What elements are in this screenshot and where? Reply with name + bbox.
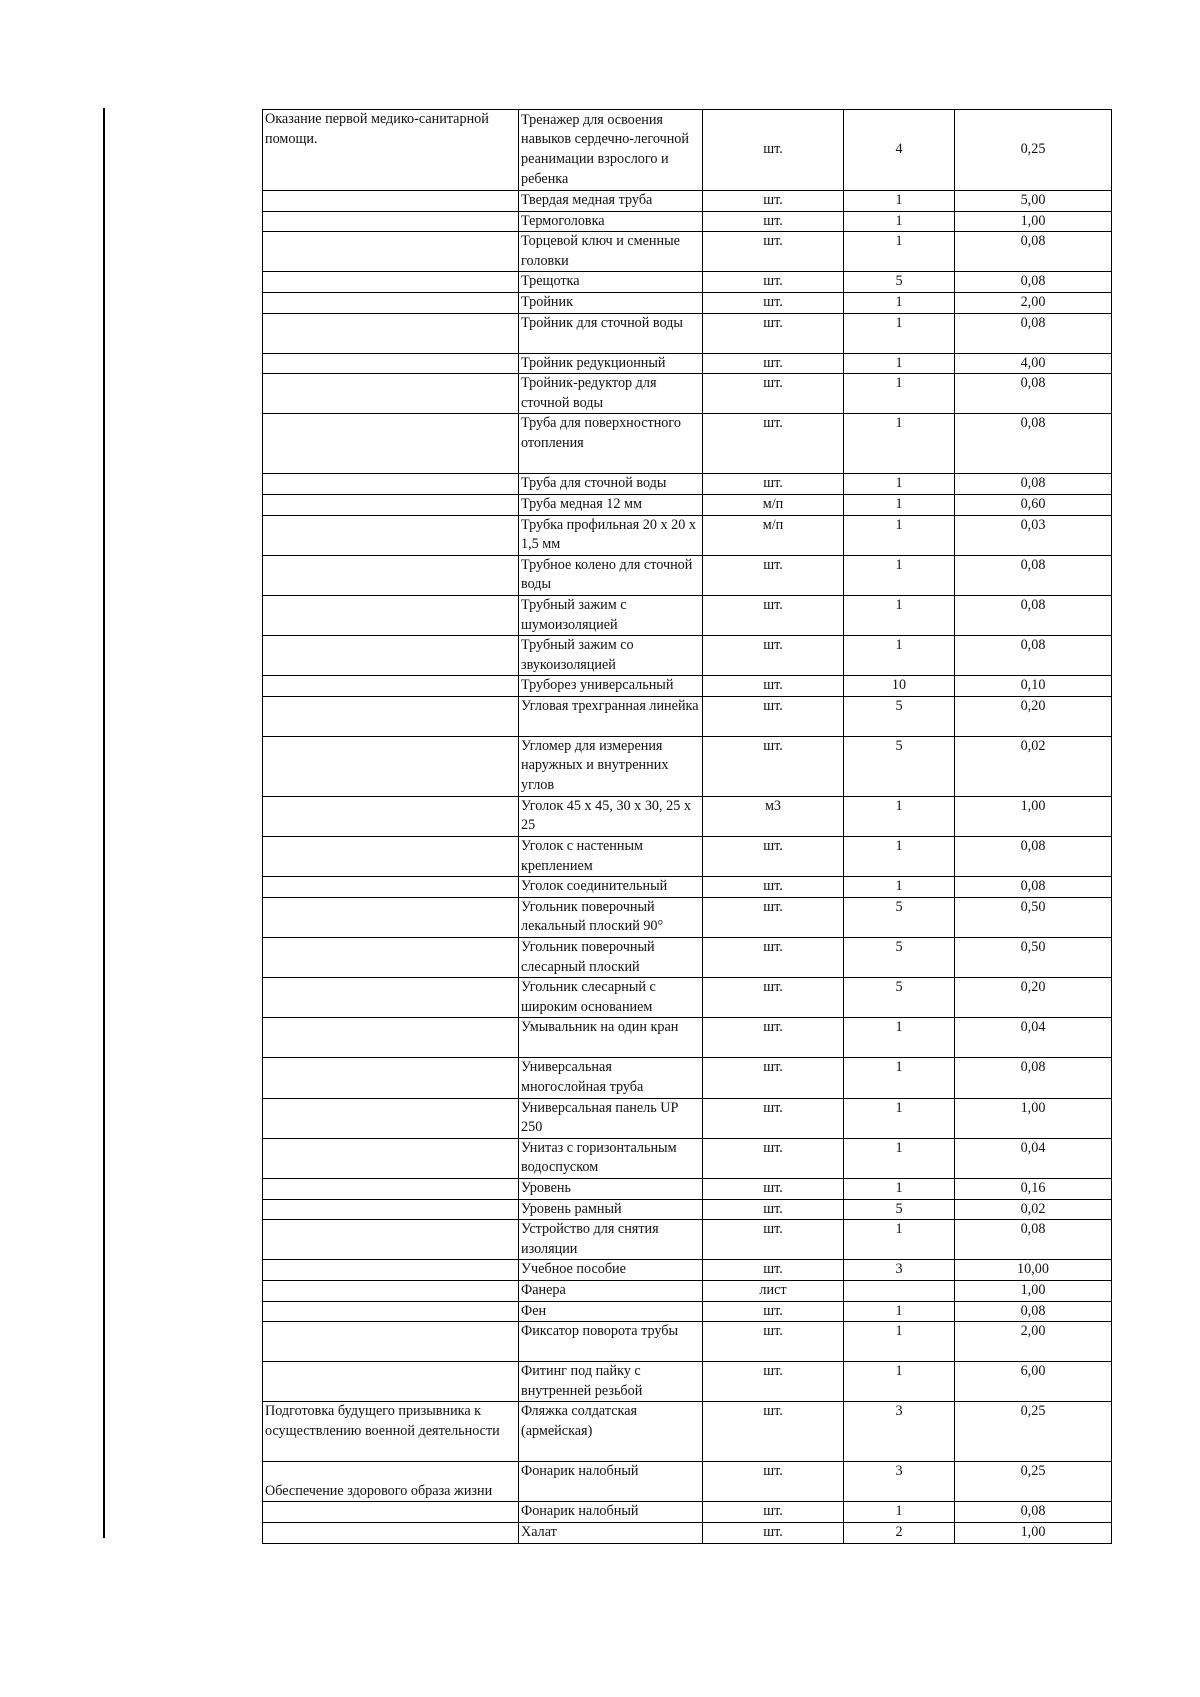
section-cell: [263, 313, 519, 353]
item-name-cell: Унитаз с горизонтальным водоспуском: [519, 1138, 703, 1178]
value-cell: 0,50: [955, 897, 1112, 937]
table-row: [263, 796, 1112, 836]
unit-cell: шт.: [703, 191, 844, 212]
quantity-cell: 5: [844, 696, 955, 736]
left-margin-line: [103, 108, 105, 1538]
table-row: [263, 292, 1112, 313]
unit-cell: шт.: [703, 1199, 844, 1220]
quantity-cell: 3: [844, 1402, 955, 1462]
table-row: [263, 313, 1112, 353]
value-cell: 0,50: [955, 938, 1112, 978]
section-cell: [263, 837, 519, 877]
item-name-cell: Уровень рамный: [519, 1199, 703, 1220]
table-row: [263, 1220, 1112, 1260]
item-name-cell: Фонарик налобный: [519, 1462, 703, 1502]
quantity-cell: 1: [844, 353, 955, 374]
table-row: [263, 877, 1112, 898]
item-name-cell: Халат: [519, 1522, 703, 1543]
unit-cell: шт.: [703, 1098, 844, 1138]
section-cell: [263, 494, 519, 515]
value-cell: 0,10: [955, 676, 1112, 697]
quantity-cell: 10: [844, 676, 955, 697]
table-row: [263, 110, 1112, 191]
item-name-cell: Тройник: [519, 292, 703, 313]
item-name-cell: Труба для сточной воды: [519, 474, 703, 495]
unit-cell: шт.: [703, 313, 844, 353]
table-row: [263, 1199, 1112, 1220]
quantity-cell: 1: [844, 1138, 955, 1178]
unit-cell: шт.: [703, 232, 844, 272]
value-cell: 0,08: [955, 877, 1112, 898]
value-cell: 0,08: [955, 837, 1112, 877]
unit-cell: шт.: [703, 636, 844, 676]
table-row: [263, 353, 1112, 374]
section-cell: [263, 897, 519, 937]
value-cell: 6,00: [955, 1362, 1112, 1402]
table-row: [263, 474, 1112, 495]
quantity-cell: 3: [844, 1462, 955, 1502]
quantity-cell: 5: [844, 978, 955, 1018]
quantity-cell: 2: [844, 1522, 955, 1543]
item-name-cell: Учебное пособие: [519, 1260, 703, 1281]
quantity-cell: 1: [844, 837, 955, 877]
section-cell: [263, 211, 519, 232]
quantity-cell: 1: [844, 1018, 955, 1058]
table-row: [263, 515, 1112, 555]
table-row: [263, 897, 1112, 937]
unit-cell: шт.: [703, 1322, 844, 1362]
unit-cell: шт.: [703, 414, 844, 474]
quantity-cell: 1: [844, 1178, 955, 1199]
unit-cell: шт.: [703, 1138, 844, 1178]
section-cell: [263, 1280, 519, 1301]
quantity-cell: 1: [844, 636, 955, 676]
unit-cell: лист: [703, 1280, 844, 1301]
section-cell: [263, 676, 519, 697]
value-cell: 0,25: [955, 110, 1112, 191]
unit-cell: шт.: [703, 374, 844, 414]
table-row: [263, 1098, 1112, 1138]
quantity-cell: 1: [844, 1098, 955, 1138]
item-name-cell: Трубный зажим со звукоизоляцией: [519, 636, 703, 676]
quantity-cell: 1: [844, 1058, 955, 1098]
quantity-cell: 5: [844, 938, 955, 978]
quantity-cell: 1: [844, 1301, 955, 1322]
quantity-cell: 1: [844, 555, 955, 595]
section-cell: [263, 1522, 519, 1543]
table-row: [263, 676, 1112, 697]
value-cell: 0,08: [955, 555, 1112, 595]
item-name-cell: Универсальная многослойная труба: [519, 1058, 703, 1098]
table-row: [263, 696, 1112, 736]
section-cell: [263, 877, 519, 898]
section-cell: [263, 978, 519, 1018]
value-cell: 0,08: [955, 1058, 1112, 1098]
table-row: [263, 938, 1112, 978]
section-cell: [263, 1018, 519, 1058]
quantity-cell: 1: [844, 414, 955, 474]
quantity-cell: 1: [844, 211, 955, 232]
value-cell: 0,25: [955, 1402, 1112, 1462]
section-cell: [263, 374, 519, 414]
table-row: [263, 1462, 1112, 1502]
table-row: [263, 414, 1112, 474]
section-cell: [263, 232, 519, 272]
unit-cell: м3: [703, 796, 844, 836]
table-row: [263, 272, 1112, 293]
value-cell: 2,00: [955, 292, 1112, 313]
quantity-cell: 1: [844, 292, 955, 313]
unit-cell: шт.: [703, 474, 844, 495]
quantity-cell: 1: [844, 515, 955, 555]
quantity-cell: 1: [844, 1502, 955, 1523]
value-cell: 1,00: [955, 796, 1112, 836]
section-cell: [263, 938, 519, 978]
unit-cell: м/п: [703, 515, 844, 555]
value-cell: 0,08: [955, 313, 1112, 353]
section-cell: [263, 1502, 519, 1523]
value-cell: 0,08: [955, 1220, 1112, 1260]
table-row: [263, 191, 1112, 212]
item-name-cell: Умывальник на один кран: [519, 1018, 703, 1058]
value-cell: 0,04: [955, 1138, 1112, 1178]
section-cell: [263, 1322, 519, 1362]
item-name-cell: Тройник редукционный: [519, 353, 703, 374]
unit-cell: шт.: [703, 1220, 844, 1260]
table-row: [263, 1402, 1112, 1462]
unit-cell: шт.: [703, 353, 844, 374]
item-name-cell: Твердая медная труба: [519, 191, 703, 212]
table-row: [263, 1301, 1112, 1322]
item-name-cell: Устройство для снятия изоляции: [519, 1220, 703, 1260]
section-cell: [263, 1098, 519, 1138]
equipment-table: [262, 109, 1112, 1544]
value-cell: 1,00: [955, 1098, 1112, 1138]
value-cell: 0,20: [955, 978, 1112, 1018]
section-cell: [263, 595, 519, 635]
quantity-cell: 1: [844, 374, 955, 414]
quantity-cell: 4: [844, 110, 955, 191]
quantity-cell: 1: [844, 595, 955, 635]
table-row: [263, 1260, 1112, 1281]
section-cell: [263, 1058, 519, 1098]
value-cell: 0,08: [955, 1301, 1112, 1322]
table-row: [263, 1280, 1112, 1301]
value-cell: 0,08: [955, 414, 1112, 474]
item-name-cell: Трубное колено для сточной воды: [519, 555, 703, 595]
table-row: [263, 1522, 1112, 1543]
table-row: [263, 1362, 1112, 1402]
unit-cell: шт.: [703, 1260, 844, 1281]
quantity-cell: 5: [844, 736, 955, 796]
table-row: [263, 1322, 1112, 1362]
section-cell: [263, 1199, 519, 1220]
value-cell: 4,00: [955, 353, 1112, 374]
table-row: [263, 1138, 1112, 1178]
table-row: [263, 978, 1112, 1018]
section-cell: [263, 636, 519, 676]
section-cell: [263, 292, 519, 313]
value-cell: 0,08: [955, 1502, 1112, 1523]
table-row: [263, 1058, 1112, 1098]
unit-cell: шт.: [703, 555, 844, 595]
section-cell: Оказание первой медико-санитарной помощи.: [263, 110, 519, 191]
unit-cell: шт.: [703, 877, 844, 898]
unit-cell: шт.: [703, 1362, 844, 1402]
unit-cell: шт.: [703, 978, 844, 1018]
section-cell: [263, 1138, 519, 1178]
item-name-cell: Фляжка солдатская (армейская): [519, 1402, 703, 1462]
unit-cell: шт.: [703, 938, 844, 978]
item-name-cell: Угломер для измерения наружных и внутренних углов: [519, 736, 703, 796]
item-name-cell: Тренажер для освоения навыков сердечно-легочной реанимации взрослого и ребенка: [519, 110, 703, 191]
item-name-cell: Угольник слесарный с широким основанием: [519, 978, 703, 1018]
value-cell: 0,03: [955, 515, 1112, 555]
section-cell: Подготовка будущего призывника к осуществлению военной деятельности: [263, 1402, 519, 1462]
value-cell: 0,02: [955, 1199, 1112, 1220]
item-name-cell: Труборез универсальный: [519, 676, 703, 697]
section-cell: [263, 736, 519, 796]
table-row: [263, 555, 1112, 595]
item-name-cell: Труба медная 12 мм: [519, 494, 703, 515]
quantity-cell: 5: [844, 897, 955, 937]
quantity-cell: [844, 1280, 955, 1301]
unit-cell: шт.: [703, 1462, 844, 1502]
item-name-cell: Трубный зажим с шумоизоляцией: [519, 595, 703, 635]
quantity-cell: 1: [844, 232, 955, 272]
table-row: [263, 595, 1112, 635]
unit-cell: м/п: [703, 494, 844, 515]
value-cell: 0,60: [955, 494, 1112, 515]
table-row: [263, 837, 1112, 877]
unit-cell: шт.: [703, 1502, 844, 1523]
unit-cell: шт.: [703, 1522, 844, 1543]
item-name-cell: Уголок с настенным креплением: [519, 837, 703, 877]
section-cell: [263, 1362, 519, 1402]
quantity-cell: 5: [844, 272, 955, 293]
value-cell: 0,25: [955, 1462, 1112, 1502]
value-cell: 0,20: [955, 696, 1112, 736]
unit-cell: шт.: [703, 272, 844, 293]
unit-cell: шт.: [703, 1301, 844, 1322]
quantity-cell: 1: [844, 877, 955, 898]
table-row: [263, 232, 1112, 272]
unit-cell: шт.: [703, 292, 844, 313]
unit-cell: шт.: [703, 696, 844, 736]
value-cell: 0,16: [955, 1178, 1112, 1199]
quantity-cell: 1: [844, 474, 955, 495]
section-cell: [263, 414, 519, 474]
section-cell: [263, 191, 519, 212]
section-cell: [263, 696, 519, 736]
item-name-cell: Тройник-редуктор для сточной воды: [519, 374, 703, 414]
item-name-cell: Тройник для сточной воды: [519, 313, 703, 353]
item-name-cell: Уголок соединительный: [519, 877, 703, 898]
value-cell: 0,04: [955, 1018, 1112, 1058]
quantity-cell: 1: [844, 1322, 955, 1362]
value-cell: 5,00: [955, 191, 1112, 212]
unit-cell: шт.: [703, 736, 844, 796]
value-cell: 1,00: [955, 1522, 1112, 1543]
item-name-cell: Труба для поверхностного отопления: [519, 414, 703, 474]
value-cell: 0,08: [955, 474, 1112, 495]
item-name-cell: Фен: [519, 1301, 703, 1322]
quantity-cell: 1: [844, 1362, 955, 1402]
value-cell: 2,00: [955, 1322, 1112, 1362]
unit-cell: шт.: [703, 1402, 844, 1462]
value-cell: 10,00: [955, 1260, 1112, 1281]
unit-cell: шт.: [703, 837, 844, 877]
table-row: [263, 636, 1112, 676]
item-name-cell: Универсальная панель UP 250: [519, 1098, 703, 1138]
value-cell: 1,00: [955, 211, 1112, 232]
table-row: [263, 1018, 1112, 1058]
quantity-cell: 1: [844, 313, 955, 353]
quantity-cell: 3: [844, 1260, 955, 1281]
table-row: [263, 1502, 1112, 1523]
item-name-cell: Трубка профильная 20 х 20 х 1,5 мм: [519, 515, 703, 555]
section-cell: [263, 796, 519, 836]
quantity-cell: 1: [844, 191, 955, 212]
quantity-cell: 1: [844, 796, 955, 836]
item-name-cell: Торцевой ключ и сменные головки: [519, 232, 703, 272]
unit-cell: шт.: [703, 897, 844, 937]
table-row: [263, 494, 1112, 515]
table-row: [263, 1178, 1112, 1199]
item-name-cell: Угольник поверочный слесарный плоский: [519, 938, 703, 978]
section-cell: [263, 1301, 519, 1322]
table-row: [263, 211, 1112, 232]
item-name-cell: Уровень: [519, 1178, 703, 1199]
table-row: [263, 736, 1112, 796]
value-cell: 0,08: [955, 636, 1112, 676]
unit-cell: шт.: [703, 595, 844, 635]
section-cell: Обеспечение здорового образа жизни: [263, 1462, 519, 1502]
section-cell: [263, 272, 519, 293]
quantity-cell: 5: [844, 1199, 955, 1220]
item-name-cell: Трещотка: [519, 272, 703, 293]
section-cell: [263, 474, 519, 495]
table-row: [263, 374, 1112, 414]
section-cell: [263, 353, 519, 374]
value-cell: 1,00: [955, 1280, 1112, 1301]
item-name-cell: Угловая трехгранная линейка: [519, 696, 703, 736]
section-cell: [263, 515, 519, 555]
item-name-cell: Фанера: [519, 1280, 703, 1301]
unit-cell: шт.: [703, 1178, 844, 1199]
item-name-cell: Угольник поверочный лекальный плоский 90°: [519, 897, 703, 937]
section-cell: [263, 1220, 519, 1260]
unit-cell: шт.: [703, 211, 844, 232]
item-name-cell: Термоголовка: [519, 211, 703, 232]
unit-cell: шт.: [703, 1018, 844, 1058]
value-cell: 0,02: [955, 736, 1112, 796]
unit-cell: шт.: [703, 676, 844, 697]
quantity-cell: 1: [844, 1220, 955, 1260]
section-cell: [263, 1178, 519, 1199]
item-name-cell: Фонарик налобный: [519, 1502, 703, 1523]
value-cell: 0,08: [955, 374, 1112, 414]
unit-cell: шт.: [703, 1058, 844, 1098]
value-cell: 0,08: [955, 232, 1112, 272]
section-cell: [263, 1260, 519, 1281]
item-name-cell: Уголок 45 х 45, 30 х 30, 25 х 25: [519, 796, 703, 836]
section-cell: [263, 555, 519, 595]
quantity-cell: 1: [844, 494, 955, 515]
item-name-cell: Фиксатор поворота трубы: [519, 1322, 703, 1362]
unit-cell: шт.: [703, 110, 844, 191]
value-cell: 0,08: [955, 595, 1112, 635]
item-name-cell: Фитинг под пайку с внутренней резьбой: [519, 1362, 703, 1402]
value-cell: 0,08: [955, 272, 1112, 293]
